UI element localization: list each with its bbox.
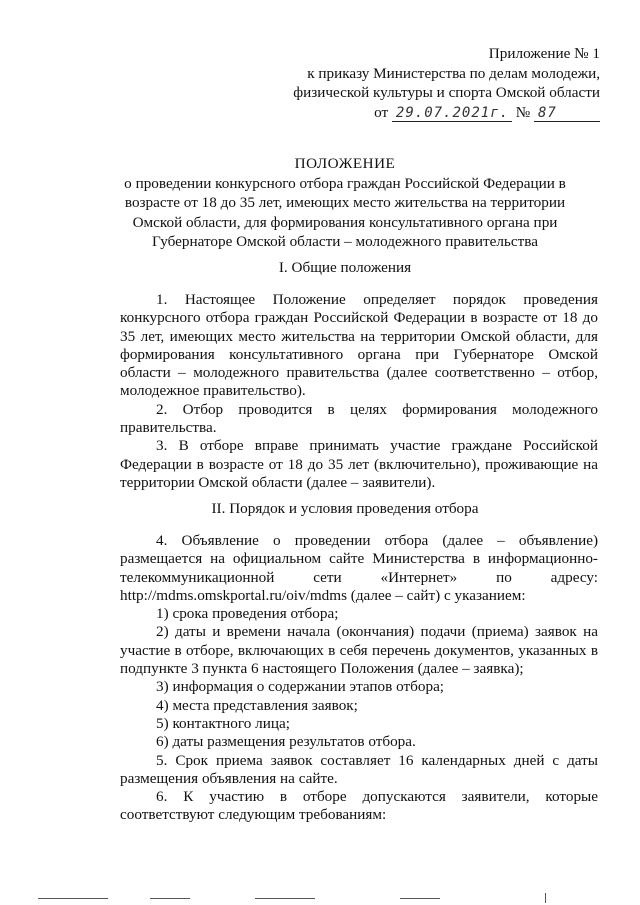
section-2-heading: II. Порядок и условия проведения отбора (211, 500, 479, 517)
scan-mark (38, 898, 108, 899)
paragraph: 1. Настоящее Положение определяет порядок проведения конкурсного отбора граждан Российской Федерации в возрасте от 18 до 35 лет, имеющих место жительства на территории Омской области, для формирования консультативного органа при Губернаторе Омской области – молодежного правительства (далее соответственно – отбор, молодежное правительство). (120, 291, 598, 400)
section-2-body (120, 532, 598, 825)
appendix-title: Приложение № 1 (488, 45, 600, 62)
title-line: Губернаторе Омской области – молодежного правительства (152, 233, 538, 251)
scan-mark (255, 898, 315, 899)
section-1-heading: I. Общие положения (278, 259, 412, 276)
handwritten-number: 87 (534, 105, 600, 122)
paragraph: 4. Объявление о проведении отбора (далее – объявление) размещается на официальном сайте Министерства в информационно-телекоммуникационной сети «Интернет» по адресу: http://mdms.omskportal.ru/oiv/mdms (далее – сайт) с указанием: (120, 532, 598, 604)
scan-mark (150, 898, 190, 899)
appendix-date-number-line (270, 103, 600, 123)
paragraph: 3. В отборе вправе принимать участие граждане Российской Федерации в возрасте от 18 до 35 лет (включительно), проживающие на территории Омской области (далее – заявители). (120, 437, 598, 491)
number-label: № (515, 103, 531, 121)
document-title-block (110, 154, 580, 252)
from-label: от (374, 103, 389, 121)
appendix-order-line: к приказу Министерства по делам молодежи, (307, 64, 600, 82)
section-1-body (120, 291, 598, 492)
title-line: о проведении конкурсного отбора граждан Российской Федерации в (124, 174, 566, 192)
paragraph: 5. Срок приема заявок составляет 16 календарных дней с даты размещения объявления на сайте. (120, 751, 598, 787)
list-item: 3) информация о содержании этапов отбора; (156, 678, 445, 696)
scan-mark (400, 898, 440, 899)
list-item: 5) контактного лица; (156, 714, 290, 732)
handwritten-date: 29.07.2021г. (392, 105, 512, 122)
paragraph: 2. Отбор проводится в целях формирования молодежного правительства. (120, 400, 598, 437)
title-line: Омской области, для формирования консультативного органа при (132, 213, 558, 231)
list-item: 1) срока проведения отбора; (156, 605, 339, 623)
scan-mark (545, 893, 546, 903)
document-title: ПОЛОЖЕНИЕ (294, 155, 396, 172)
appendix-block (270, 44, 600, 122)
paragraph: 6. К участию в отборе допускаются заявители, которые соответствуют следующим требованиям: (120, 788, 598, 824)
title-line: возрасте от 18 до 35 лет, имеющих место жительства на территории (124, 194, 566, 212)
list-item: 6) даты размещения результатов отбора. (156, 733, 416, 751)
appendix-ministry-line: физической культуры и спорта Омской области (293, 84, 600, 101)
scan-footer-marks (0, 881, 640, 905)
list-item: 2) даты и времени начала (окончания) подачи (приема) заявок на участие в отборе, включающих в себя перечень документов, указанных в подпункте 3 пункта 6 настоящего Положения (далее – заявка); (120, 623, 598, 678)
list-item: 4) места представления заявок; (156, 696, 358, 714)
